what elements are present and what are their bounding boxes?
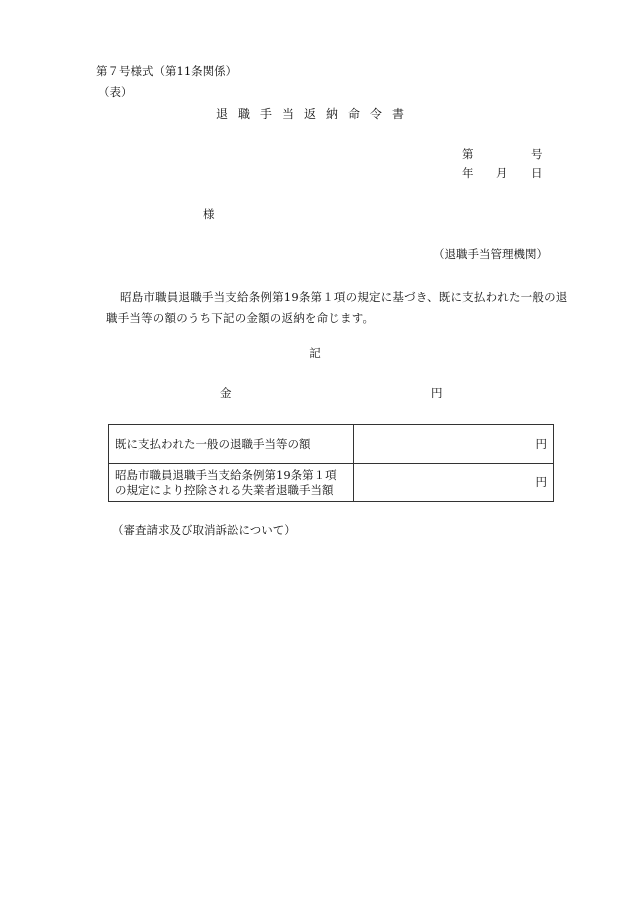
addressee-honorific: 様 <box>203 207 215 221</box>
appeal-note: （審査請求及び取消訴訟について） <box>112 523 296 537</box>
table-row-unit: 円 <box>354 464 554 502</box>
document-number-prefix: 第 <box>462 147 474 161</box>
table-row <box>109 464 554 502</box>
table-row <box>109 425 554 464</box>
amount-detail-table <box>108 424 554 502</box>
order-body-text: 昭島市職員退職手当支給条例第19条第１項の規定に基づき、既に支払われた一般の退職手当等の額のうち下記の金額の返納を命じます。 <box>106 290 568 325</box>
document-title: 退職手当返納命令書 <box>215 107 414 121</box>
record-heading: 記 <box>309 346 321 360</box>
table-row-unit: 円 <box>354 425 554 464</box>
document-number-suffix: 号 <box>531 147 543 161</box>
date-day-label: 日 <box>531 166 543 180</box>
table-row-label: 既に支払われた一般の退職手当等の額 <box>109 425 354 464</box>
table-row-label: 昭島市職員退職手当支給条例第19条第１項の規定により控除される失業者退職手当額 <box>109 464 354 502</box>
side-label: （表） <box>98 85 133 99</box>
date-month-label: 月 <box>496 166 508 180</box>
date-year-label: 年 <box>462 166 474 180</box>
issuer-label: （退職手当管理機関） <box>433 247 548 261</box>
amount-label: 金 <box>220 386 232 400</box>
form-number: 第７号様式（第11条関係） <box>96 64 238 78</box>
amount-unit: 円 <box>431 386 443 400</box>
